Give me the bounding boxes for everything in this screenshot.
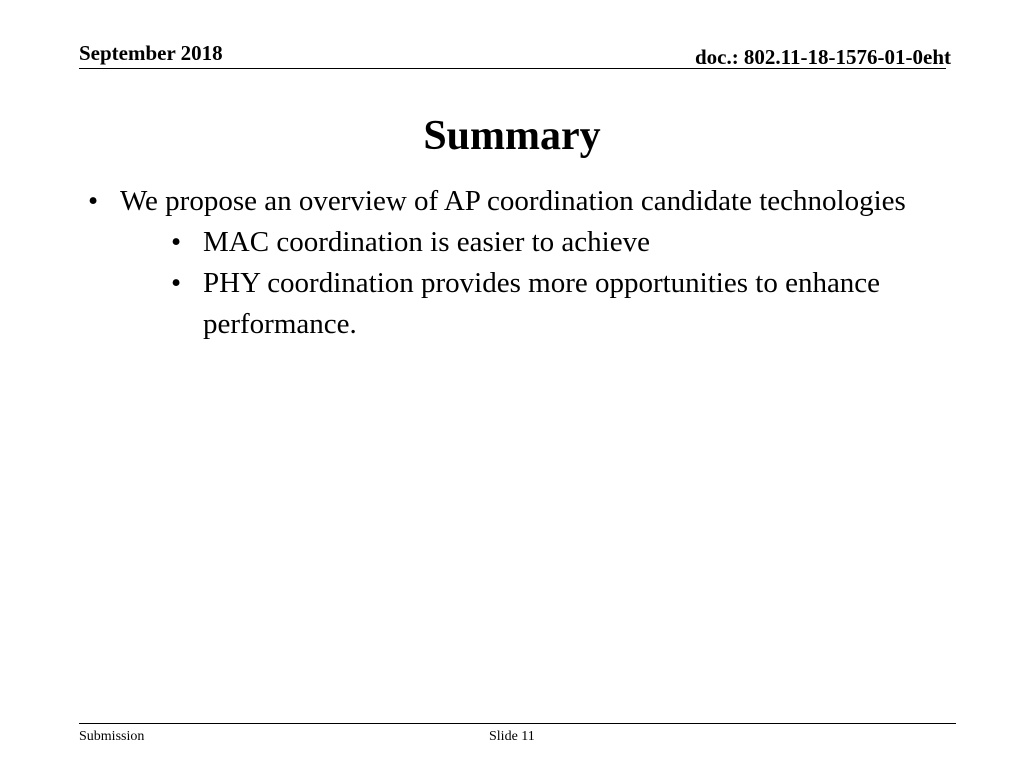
sub-bullet-item (88, 222, 908, 263)
bullet-item (88, 181, 908, 222)
header-divider (79, 68, 946, 69)
slide-number: Slide 11 (489, 729, 535, 744)
sub-bullet-item (88, 263, 908, 345)
slide-title: Summary (423, 113, 601, 159)
document-id: doc.: 802.11-18-1576-01-0eht (694, 45, 951, 69)
bullet-text: PHY coordination provides more opportunities to enhance performance. (203, 267, 881, 340)
footer-divider (79, 723, 956, 724)
bullet-list (88, 181, 908, 345)
bullet-text: MAC coordination is easier to achieve (203, 226, 650, 258)
bullet-icon: • (171, 226, 182, 258)
footer-submission: Submission (79, 729, 145, 744)
bullet-icon: • (171, 267, 182, 299)
bullet-text: We propose an overview of AP coordination candidate technologies (120, 185, 906, 217)
header-date: September 2018 (79, 41, 223, 65)
bullet-icon: • (88, 185, 99, 217)
